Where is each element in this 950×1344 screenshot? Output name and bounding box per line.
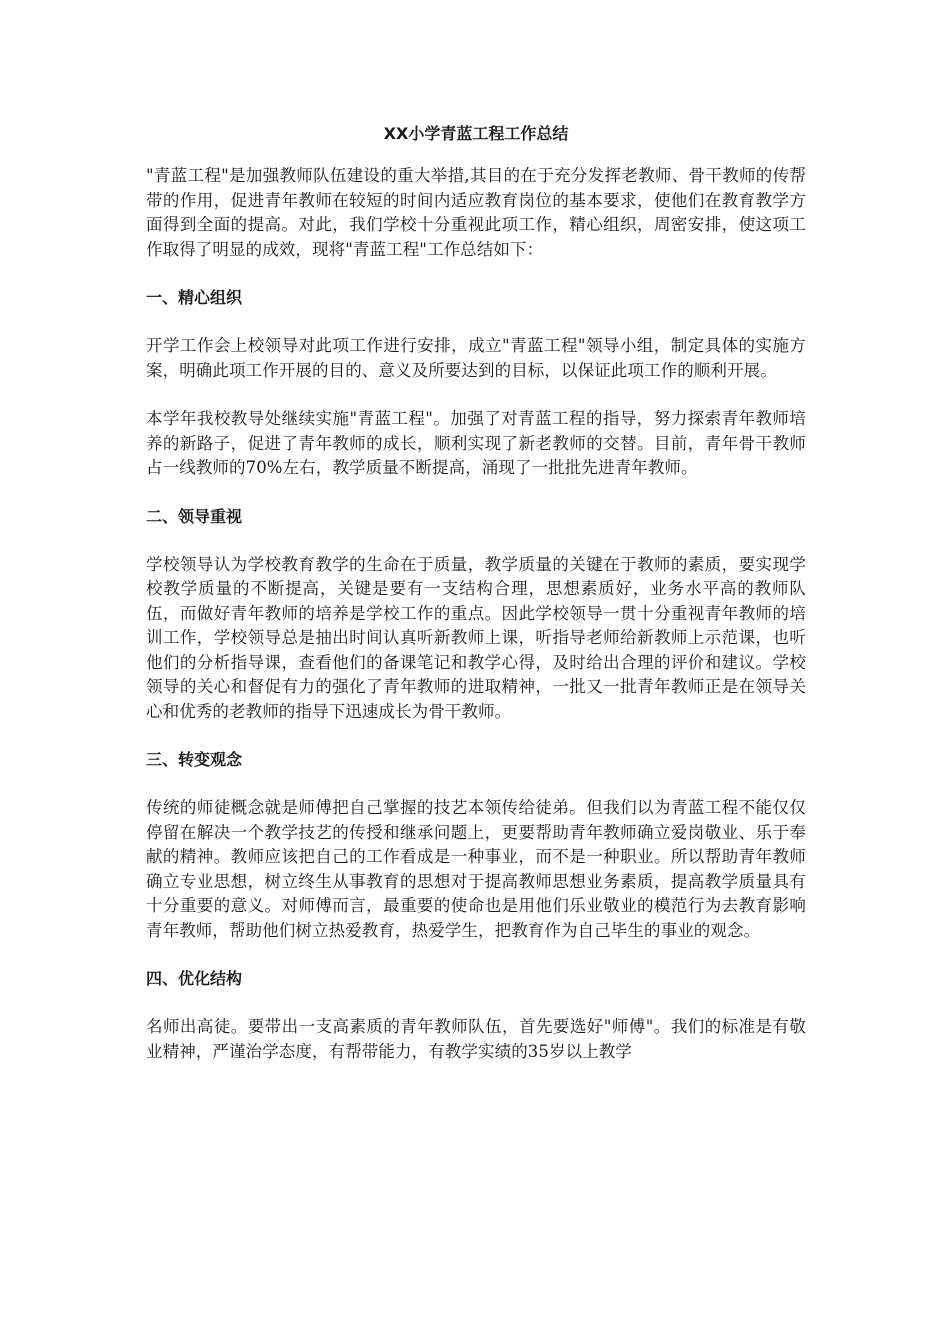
section-heading-2: 二、领导重视 <box>146 506 243 526</box>
section-3-paragraph-1: 传统的师徒概念就是师傅把自己掌握的技艺本领传给徒弟。但我们以为青蓝工程不能仅仅停留在解决一个教学技艺的传授和继承问题上，更要帮助青年教师确立爱岗敬业、乐于奉献的精神。教师应该把自己的工作看成是一种事业，而不是一种职业。所以帮助青年教师确立专业思想，树立终生从事教育的思想对于提高教师思想业务素质，提高教学质量具有十分重要的意义。对师傅而言，最重要的使命也是用他们乐业敬业的模范行为去教育影响青年教师，帮助他们树立热爱教育，热爱学生，把教育作为自己毕生的事业的观念。 <box>146 798 806 940</box>
section-heading-4: 四、优化结构 <box>146 969 243 988</box>
section-heading-1: 一、精心组织 <box>146 288 243 307</box>
intro-paragraph: "青蓝工程"是加强教师队伍建设的重大举措,其目的在于充分发挥老教师、骨干教师的传帮带的作用，促进青年教师在较短的时间内适应教育岗位的基本要求，使他们在教育教学方面得到全面的提高。对此，我们学校十分重视此项工作，精心组织，周密安排，使这项工作取得了明显的成效，现将"青蓝工程"工作总结如下： <box>146 166 806 259</box>
section-heading-3: 三、转变观念 <box>146 750 243 769</box>
document-title: XX小学青蓝工程工作总结 <box>383 124 569 143</box>
section-2-paragraph-1: 学校领导认为学校教育教学的生命在于质量，教学质量的关键在于教师的素质，要实现学校教学质量的不断提高，关键是要有一支结构合理，思想素质好，业务水平高的教师队伍，而做好青年教师的培养是学校工作的重点。因此学校领导一贯十分重视青年教师的培训工作，学校领导总是抽出时间认真听新教师上课，听指导老师给新教师上示范课，也听他们的分析指导课，查看他们的备课笔记和教学心得，及时给出合理的评价和建议。学校领导的关心和督促有力的强化了青年教师的进取精神，一批又一批青年教师正是在领导关心和优秀的老教师的指导下迅速成长为骨干教师。 <box>146 554 806 721</box>
document-page <box>146 122 806 1064</box>
section-1-paragraph-1: 开学工作会上校领导对此项工作进行安排，成立"青蓝工程"领导小组，制定具体的实施方案，明确此项工作开展的目的、意义及所要达到的目标，以保证此项工作的顺利开展。 <box>146 336 806 380</box>
section-4-paragraph-1: 名师出高徒。要带出一支高素质的青年教师队伍，首先要选好"师傅"。我们的标准是有敬业精神，严谨治学态度，有帮带能力，有教学实绩的35岁以上教学 <box>146 1017 806 1061</box>
section-1-paragraph-2: 本学年我校教导处继续实施"青蓝工程"。加强了对青蓝工程的指导，努力探索青年教师培养的新路子，促进了青年教师的成长，顺利实现了新老教师的交替。目前，青年骨干教师占一线教师的70%左右，教学质量不断提高，涌现了一批批先进青年教师。 <box>146 409 806 477</box>
